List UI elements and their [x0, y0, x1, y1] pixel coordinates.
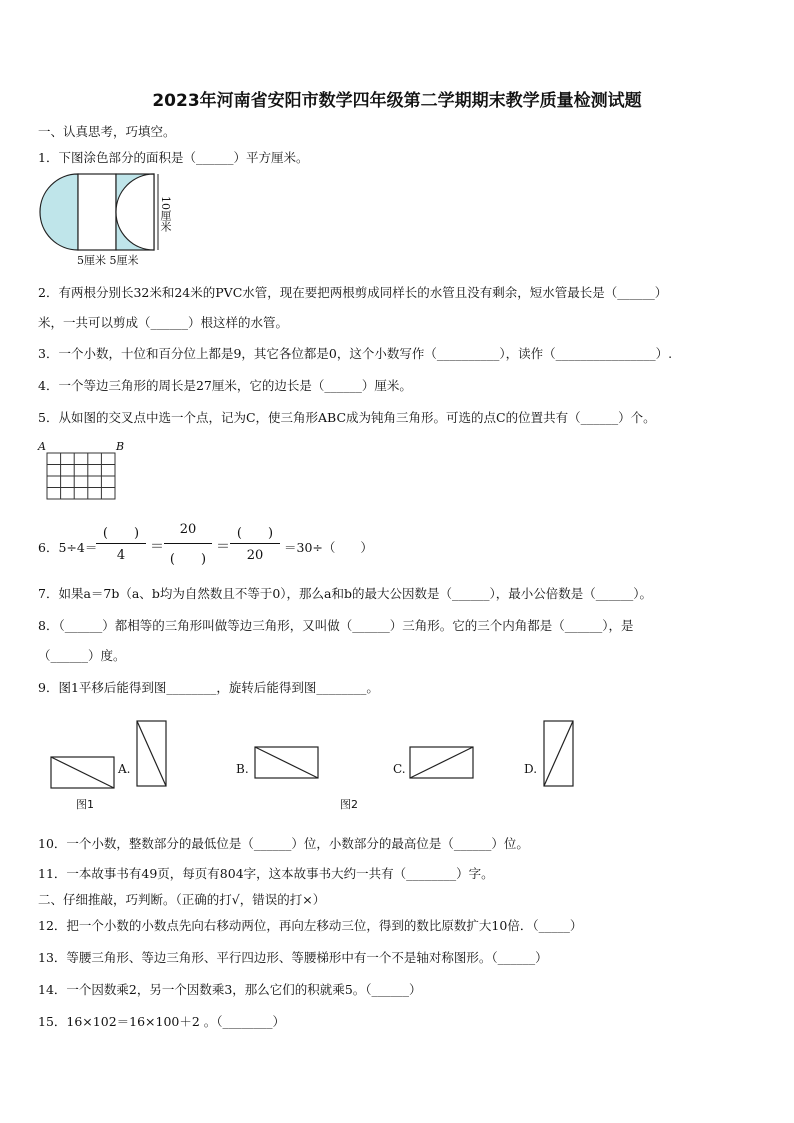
- q9-figure-2-caption: 图2: [340, 798, 358, 811]
- q9-option-c-figure: [409, 746, 475, 780]
- q6-equals-1: ＝: [150, 539, 164, 555]
- question-2-line-1: 2．有两根分别长32米和24米的PVC水管，现在要把两根剪成同样长的水管且没有剩余，短水管最长是（______）: [38, 285, 668, 300]
- q9-option-a-label: A.: [118, 762, 131, 776]
- q5-label-a: A: [38, 440, 46, 453]
- question-8-line-1: 8．（______）都相等的三角形叫做等边三角形，又叫做（______）三角形。它的三个内角都是（______），是: [38, 618, 634, 633]
- question-1: 1．下图涂色部分的面积是（______）平方厘米。: [38, 150, 309, 165]
- q5-grid: [46, 452, 118, 502]
- q6-equals-2: ＝: [216, 539, 230, 555]
- question-8-line-2: （______）度。: [38, 648, 126, 663]
- q6-fraction-1-denominator: 4: [116, 548, 126, 563]
- q9-option-d-figure: [543, 720, 575, 788]
- q6-fraction-1-bar: [96, 543, 146, 544]
- left-rectangle: [78, 174, 116, 250]
- q6-fraction-2-numerator: 20: [179, 522, 197, 537]
- section-2-heading: 二、仔细推敲，巧判断。（正确的打√，错误的打×）: [38, 892, 326, 907]
- q5-label-b: B: [116, 440, 125, 453]
- question-9: 9．图1平移后能得到图________，旋转后能得到图________。: [38, 680, 379, 695]
- q6-tail: ＝30÷（ ）: [284, 540, 373, 555]
- q6-fraction-3-numerator: ( ): [236, 526, 274, 541]
- q9-option-b-figure: [254, 746, 320, 780]
- question-15: 15．16×102＝16×100＋2 。（________）: [38, 1014, 286, 1029]
- q6-fraction-2-denominator: ( ): [169, 552, 207, 567]
- q1-width-label: 5厘米 5厘米: [77, 254, 139, 267]
- q1-height-label: 10厘米: [159, 196, 172, 232]
- question-7: 7．如果a＝7b（a、b均为自然数且不等于0），那么a和b的最大公因数是（______），最小公倍数是（______）。: [38, 586, 652, 601]
- question-14: 14．一个因数乘2，另一个因数乘3，那么它们的积就乘5。（______）: [38, 982, 422, 997]
- section-1-heading: 一、认真思考，巧填空。: [38, 124, 176, 139]
- q6-fraction-3-denominator: 20: [246, 548, 264, 563]
- question-6-lead: 6．5÷4＝: [38, 540, 98, 555]
- q9-figure-1-caption: 图1: [76, 798, 94, 811]
- left-semicircle-shaded: [40, 174, 78, 250]
- question-3: 3．一个小数，十位和百分位上都是9，其它各位都是0，这个小数写作（__________），读作（________________）.: [38, 346, 673, 361]
- q6-fraction-3-bar: [230, 543, 280, 544]
- question-12: 12．把一个小数的小数点先向右移动两位，再向左移动三位，得到的数比原数扩大10倍．（_____）: [38, 918, 583, 933]
- q6-fraction-2-bar: [164, 543, 212, 544]
- page-title: 2023年河南省安阳市数学四年级第二学期期末教学质量检测试题: [152, 91, 642, 111]
- q6-fraction-1-numerator: ( ): [102, 526, 140, 541]
- q9-figure-1: [50, 756, 116, 790]
- question-5: 5．从如图的交叉点中选一个点，记为C，使三角形ABC成为钝角三角形。可选的点C的位置共有（______）个。: [38, 410, 656, 425]
- q9-option-b-label: B.: [236, 762, 249, 776]
- question-2-line-2: 米，一共可以剪成（______）根这样的水管。: [38, 315, 289, 330]
- question-11: 11．一本故事书有49页，每页有804字，这本故事书大约一共有（________）字。: [38, 866, 494, 881]
- q9-option-c-label: C.: [393, 762, 406, 776]
- question-4: 4．一个等边三角形的周长是27厘米，它的边长是（______）厘米。: [38, 378, 412, 393]
- question-13: 13．等腰三角形、等边三角形、平行四边形、等腰梯形中有一个不是轴对称图形。（______）: [38, 950, 548, 965]
- q9-option-d-label: D.: [524, 762, 538, 776]
- question-10: 10．一个小数，整数部分的最低位是（______）位，小数部分的最高位是（______）位。: [38, 836, 529, 851]
- q9-option-a-figure: [136, 720, 168, 788]
